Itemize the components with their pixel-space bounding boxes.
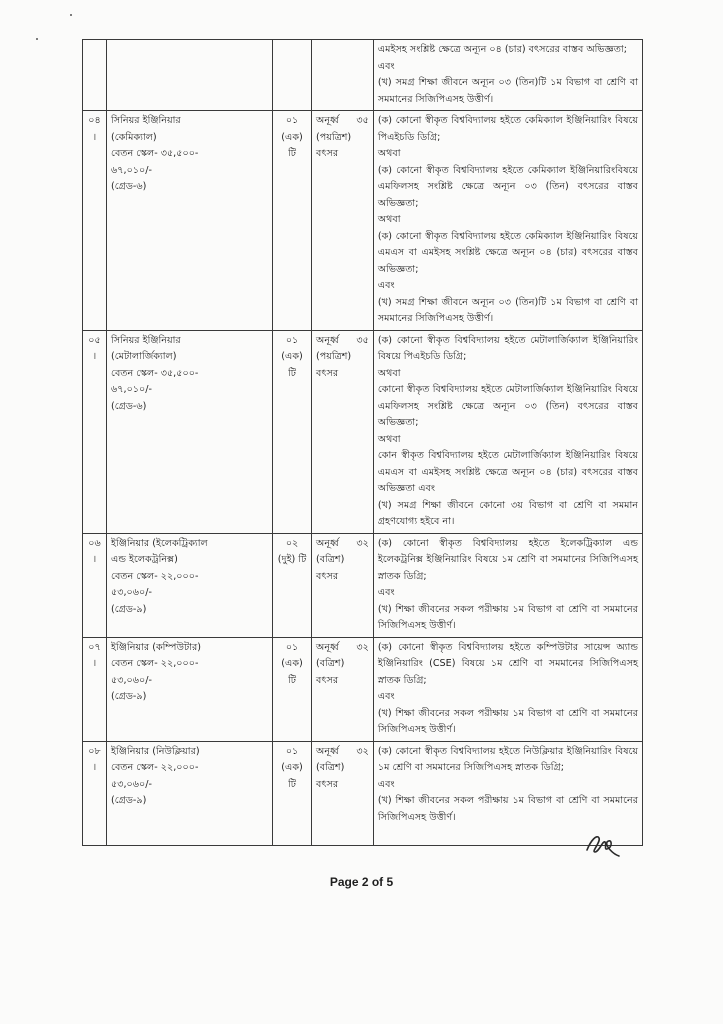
pay-scale-upper: ৬৭,০১০/-: [111, 384, 152, 395]
age-limit-words: (বত্রিশ) বৎসর: [316, 554, 345, 582]
post-count-words: (এক) টি: [281, 131, 303, 159]
grade: (গ্রেড-৬): [111, 181, 147, 192]
requirement-line: এবং: [377, 778, 395, 790]
post-title: ইঞ্জিনিয়ার (কম্পিউটার): [111, 641, 202, 653]
pay-scale: বেতন স্কেল- ৩৫,৫০০-: [111, 148, 199, 159]
post-count-words: (দুই) টি: [277, 554, 307, 565]
post-cell: [107, 533, 273, 637]
post-count: ০২: [285, 537, 299, 549]
number-cell: [273, 330, 312, 533]
post-cell: [107, 40, 273, 111]
scan-speck: [70, 14, 72, 16]
age-cell: [312, 637, 374, 741]
requirement-line: (ক) কোনো স্বীকৃত বিশ্ববিদ্যালয় হইতে ইলেকট্রিক্যাল এন্ড ইলেকট্রনিক্স ইঞ্জিনিয়ারিং বিষয়ে ১ম শ্রেণি বা সমমানের সিজিপিএসহ স্নাতক ডিগ্রি;: [377, 537, 638, 582]
requirement-line: (খ) শিক্ষা জীবনের সকল পরীক্ষায় ১ম বিভাগ বা শ্রেণি বা সমমানের সিজিপিএসহ উত্তীর্ণ।: [377, 795, 638, 823]
table-row: [83, 637, 643, 741]
requirement-line: (খ) সমগ্র শিক্ষা জীবনে অন্যূন ০৩ (তিন)টি ১ম বিভাগ বা শ্রেণি বা সমমানের সিজিপিএসহ উত্তীর্ণ।: [377, 77, 638, 105]
pay-scale: বেতন স্কেল- ২২,০০০-: [111, 570, 199, 582]
requirement-line: কোনো স্বীকৃত বিশ্ববিদ্যালয় হইতে মেটালার্জিক্যাল ইঞ্জিনিয়ারিং বিষয়ে এমফিলসহ সংশ্লিষ্ট ক্ষেত্রে অন্যূন ০৩ (তিন) বৎসরের বাস্তব অভিজ্ঞতা;: [377, 384, 638, 428]
requirement-line: এমইসহ সংশ্লিষ্ট ক্ষেত্রে অন্যূন ০৪ (চার) বৎসরের বাস্তব অভিজ্ঞতা;: [377, 44, 627, 55]
age-limit-words: (পয়ত্রিশ): [316, 131, 352, 143]
requirement-line: এবং: [377, 60, 395, 72]
age-limit-words: (বত্রিশ) বৎসর: [316, 658, 345, 686]
requirement-line: এবং: [377, 691, 395, 702]
requirement-line: (ক) কোনো স্বীকৃত বিশ্ববিদ্যালয় হইতে কেমিক্যাল ইঞ্জিনিয়ারিং বিষয়ে এমএস বা এমইসহ সংশ্লিষ্ট ক্ষেত্রে অন্যূন ০৪ (চার) বৎসরের বাস্তব অভিজ্ঞতা;: [377, 230, 638, 275]
post-count: ০১: [285, 745, 299, 757]
pay-scale: বেতন স্কেল- ৩৫,৫০০-: [111, 367, 199, 379]
grade: (গ্রেড-৯): [111, 603, 147, 615]
requirement-line: (খ) সমগ্র শিক্ষা জীবনে অন্যূন ০৩ (তিন)টি ১ম বিভাগ বা শ্রেণি বা সমমানের সিজিপিএসহ উত্তীর্ণ।: [377, 296, 638, 324]
table-row: [83, 330, 643, 533]
grade: (গ্রেড-৯): [111, 795, 147, 806]
requirement-line: (খ) শিক্ষা জীবনের সকল পরীক্ষায় ১ম বিভাগ বা শ্রেণি বা সমমানের সিজিপিএসহ উত্তীর্ণ।: [377, 603, 638, 631]
age-limit-value: ৩৫: [356, 115, 369, 126]
pay-scale-upper: ৫৩,০৬০/-: [111, 587, 152, 598]
post-cell: [107, 637, 273, 741]
post-discipline: এন্ড ইলেকট্রনিক্স): [111, 554, 178, 565]
number-cell: [273, 637, 312, 741]
post-discipline: (মেটালার্জিক্যাল): [111, 351, 177, 362]
number-cell: [273, 111, 312, 331]
recruitment-table: [82, 39, 643, 846]
age-limit-value: ৩৫: [356, 334, 369, 346]
age-cell: [312, 741, 374, 845]
sl-cell: [83, 40, 107, 111]
grade: (গ্রেড-৯): [111, 691, 147, 702]
grade: (গ্রেড-৬): [111, 400, 147, 412]
requirements-cell: [373, 40, 642, 111]
table-row: [83, 533, 643, 637]
requirement-line: অথবা: [377, 433, 401, 445]
age-limit-value: ৩২: [356, 641, 369, 653]
requirement-line: অথবা: [377, 214, 401, 225]
requirement-line: (ক) কোনো স্বীকৃত বিশ্ববিদ্যালয় হইতে কেমিক্যাল ইঞ্জিনিয়ারিংবিষয়ে এমফিলসহ সংশ্লিষ্ট ক্ষেত্রে অন্যূন ০৩ (তিন) বৎসরের বাস্তব অভিজ্ঞতা;: [377, 164, 638, 209]
requirement-line: এবং: [377, 587, 395, 598]
number-cell: [273, 40, 312, 111]
age-unit: বৎসর: [316, 148, 339, 159]
age-cell: [312, 330, 374, 533]
signature-mark: [583, 826, 623, 860]
age-cell: [312, 533, 374, 637]
requirement-line: (খ) শিক্ষা জীবনের সকল পরীক্ষায় ১ম বিভাগ বা শ্রেণি বা সমমানের সিজিপিএসহ উত্তীর্ণ।: [377, 707, 638, 735]
post-count-words: (এক) টি: [281, 658, 303, 686]
age-unit: বৎসর: [316, 367, 339, 379]
table-row-continued: [83, 40, 643, 111]
post-count: ০১: [285, 334, 299, 346]
requirements-cell: [373, 533, 642, 637]
age-limit-label: অনূর্ধ্ব: [316, 115, 339, 126]
post-title: সিনিয়র ইঞ্জিনিয়ার: [111, 334, 181, 346]
sl-cell: ০৬।: [83, 533, 107, 637]
page-number: Page 2 of 5: [329, 875, 394, 889]
sl-cell: ০৫।: [83, 330, 107, 533]
age-limit-label: অনূর্ধ্ব: [316, 641, 339, 653]
requirement-line: (ক) কোনো স্বীকৃত বিশ্ববিদ্যালয় হইতে মেটালার্জিক্যাল ইঞ্জিনিয়ারিং বিষয়ে পিএইচডি ডিগ্রি;: [377, 334, 638, 362]
age-limit-value: ৩২: [356, 745, 369, 757]
post-cell: [107, 741, 273, 845]
requirement-line: অথবা: [377, 367, 401, 379]
requirement-line: (ক) কোনো স্বীকৃত বিশ্ববিদ্যালয় হইতে কেমিক্যাল ইঞ্জিনিয়ারিং বিষয়ে পিএইচডি ডিগ্রি;: [377, 115, 638, 143]
post-count: ০১: [285, 115, 299, 126]
requirement-line: (খ) সমগ্র শিক্ষা জীবনে কোনো ৩য় বিভাগ বা শ্রেণি বা সমমান গ্রহণযোগ্য হইবে না।: [377, 499, 638, 527]
post-count-words: (এক) টি: [281, 351, 303, 379]
post-cell: [107, 111, 273, 331]
age-limit-words: (পয়ত্রিশ): [316, 351, 352, 362]
post-title: ইঞ্জিনিয়ার (ইলেকট্রিক্যাল: [111, 537, 208, 549]
age-limit-label: অনূর্ধ্ব: [316, 537, 339, 549]
post-cell: [107, 330, 273, 533]
table-row: [83, 741, 643, 845]
post-count-words: (এক) টি: [281, 762, 303, 790]
number-cell: [273, 533, 312, 637]
pay-scale-upper: ৫৩,০৬০/-: [111, 778, 152, 790]
sl-cell: ০৭।: [83, 637, 107, 741]
pay-scale-upper: ৫৩,০৬০/-: [111, 674, 152, 686]
scan-speck: [36, 38, 38, 40]
pay-scale: বেতন স্কেল- ২২,০০০-: [111, 762, 199, 773]
post-count: ০১: [285, 641, 299, 653]
post-title: সিনিয়র ইঞ্জিনিয়ার: [111, 115, 181, 126]
table-row: [83, 111, 643, 331]
requirements-cell: [373, 111, 642, 331]
requirements-cell: [373, 637, 642, 741]
requirement-line: (ক) কোনো স্বীকৃত বিশ্ববিদ্যালয় হইতে নিউক্লিয়ার ইঞ্জিনিয়ারিং বিষয়ে ১ম শ্রেণি বা সমমানের সিজিপিএসহ স্নাতক ডিগ্রি;: [377, 745, 638, 773]
age-limit-words: (বত্রিশ) বৎসর: [316, 762, 345, 790]
number-cell: [273, 741, 312, 845]
age-limit-label: অনূর্ধ্ব: [316, 334, 339, 346]
pay-scale-upper: ৬৭,০১০/-: [111, 164, 152, 176]
sl-cell: ০৮।: [83, 741, 107, 845]
post-discipline: (কেমিক্যাল): [111, 131, 157, 143]
age-limit-value: ৩২: [356, 537, 369, 549]
requirement-line: এবং: [377, 280, 395, 291]
post-title: ইঞ্জিনিয়ার (নিউক্লিয়ার): [111, 745, 200, 757]
requirement-line: (ক) কোনো স্বীকৃত বিশ্ববিদ্যালয় হইতে কম্পিউটার সায়েন্স অ্যান্ড ইঞ্জিনিয়ারিং (CSE) বিষয়ে ১ম শ্রেণি বা সমমানের সিজিপিএসহ স্নাতক ডিগ্রি;: [377, 641, 638, 686]
age-cell: [312, 111, 374, 331]
age-cell: [312, 40, 374, 111]
age-limit-label: অনূর্ধ্ব: [316, 745, 339, 757]
requirement-line: কোন স্বীকৃত বিশ্ববিদ্যালয় হইতে মেটালার্জিক্যাল ইঞ্জিনিয়ারিং বিষয়ে এমএস বা এমইসহ সংশ্লিষ্ট ক্ষেত্রে অন্যূন ০৪ (চার) বৎসরের বাস্তব অভিজ্ঞতা এবং: [377, 450, 638, 494]
requirement-line: অথবা: [377, 148, 401, 159]
pay-scale: বেতন স্কেল- ২২,০০০-: [111, 658, 199, 669]
requirements-cell: [373, 330, 642, 533]
sl-cell: ০৪।: [83, 111, 107, 331]
